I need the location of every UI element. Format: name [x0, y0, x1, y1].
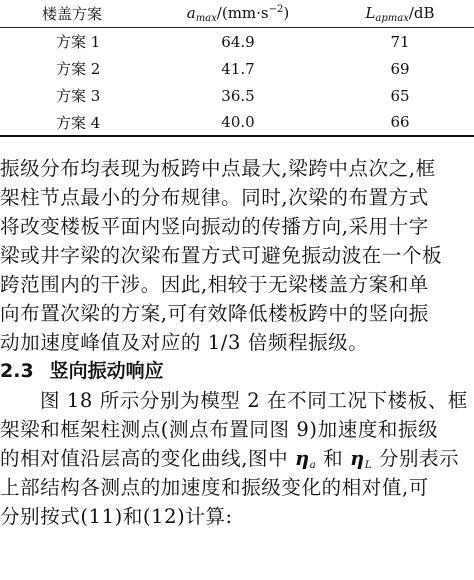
header-scheme: 楼盖方案: [0, 0, 150, 28]
table-cell-scheme: 方案 1: [56, 33, 101, 51]
table-row: [0, 55, 474, 82]
paragraph2-line3-mid: 和: [316, 447, 351, 470]
table-row: [0, 28, 474, 56]
paragraph1-line: 跨范围内的干涉。因此,相较于无梁楼盖方案和单: [0, 273, 429, 296]
paragraph1-line: 架柱节点最小的分布规律。同时,次梁的布置方式: [0, 186, 429, 209]
header-lapmax-symbol: L: [365, 3, 376, 22]
paragraph1-line: 梁或井字梁的次梁布置方式可避免振动波在一个板: [0, 244, 443, 267]
eta-l-subscript: L: [364, 460, 373, 471]
results-table-container: [0, 0, 474, 137]
header-lapmax-unit: /dB: [408, 3, 435, 22]
table-cell-scheme: 方案 4: [0, 109, 150, 136]
table-cell-amax: 40.0: [150, 109, 326, 136]
section-heading: [0, 357, 474, 386]
paragraph1-line: 将改变楼板平面内竖向振动的传播方向,采用十字: [0, 215, 429, 238]
paragraph1-line: 动加速度峰值及对应的 1/3 倍频程振级。: [0, 331, 369, 354]
paragraph2-line3-post: 分别表示: [372, 447, 460, 470]
header-amax-unit-pre: /(mm·s: [216, 3, 269, 22]
section-number: 2.3: [0, 360, 34, 382]
table-cell-lapmax: 66: [326, 109, 474, 136]
eta-a-subscript: a: [309, 460, 317, 471]
eta-l-symbol: η: [350, 447, 365, 470]
table-cell-lapmax: 71: [390, 32, 410, 51]
paragraph2-line: 图 18 所示分别为模型 2 在不同工况下楼板、框: [40, 389, 469, 412]
paragraph2-line: 上部结构各测点的加速度和振级变化的相对值,可: [0, 476, 429, 499]
table-row: [0, 82, 474, 109]
paragraph2-line3-pre: 的相对值沿层高的变化曲线,图中: [0, 447, 295, 470]
paragraph1-line: 向布置次梁的方案,可有效降低楼板跨中的竖向振: [0, 302, 429, 325]
table-row: [0, 109, 474, 136]
table-cell-lapmax: 69: [390, 59, 410, 78]
paragraph1-line: 振级分布均表现为板跨中点最大,梁跨中点次之,框: [0, 157, 436, 180]
table-cell-scheme: 方案 2: [56, 60, 101, 78]
table-cell-lapmax: 65: [390, 86, 410, 105]
table-cell-amax: 36.5: [221, 86, 255, 105]
header-amax-unit-post: ): [283, 3, 290, 22]
header-amax-sub: max: [195, 12, 217, 24]
eta-a-symbol: η: [295, 447, 310, 470]
body-text: [0, 154, 474, 531]
paragraph2-line: 架梁和框架柱测点(测点布置同图 9)加速度和振级: [0, 418, 439, 441]
table-cell-amax: 41.7: [221, 59, 255, 78]
table-cell-scheme: 方案 3: [56, 87, 101, 105]
paragraph2-line: [0, 444, 474, 473]
paragraph2-line: 分别按式(11)和(12)计算:: [0, 505, 233, 528]
header-amax-unit-sup: −2: [268, 3, 284, 15]
table-cell-amax: 64.9: [221, 32, 255, 51]
section-title: 竖向振动响应: [49, 360, 164, 382]
header-lapmax: [326, 0, 474, 28]
table-header-row: [0, 0, 474, 28]
header-lapmax-sub: apmax: [375, 12, 409, 24]
header-amax: [150, 0, 326, 28]
results-table: [0, 0, 474, 137]
header-amax-symbol: a: [186, 3, 196, 22]
